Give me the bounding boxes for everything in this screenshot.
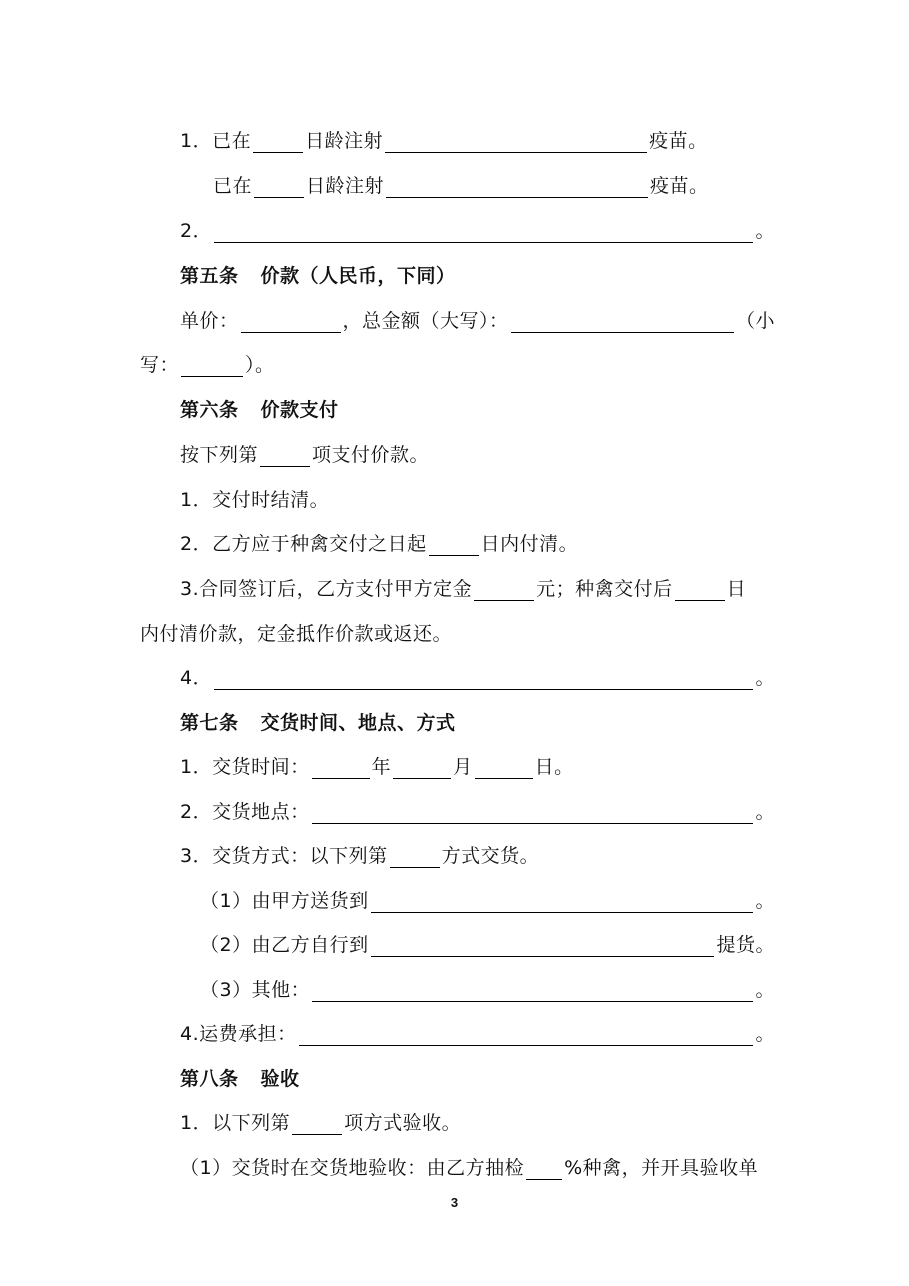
seller-delivery-address-blank[interactable] [371, 890, 754, 913]
payment-days-blank[interactable] [429, 533, 479, 556]
total-amount-uppercase-blank[interactable] [511, 310, 734, 333]
article-8-heading: 第八条 验收 [180, 1068, 300, 1090]
unit-price-blank[interactable] [241, 310, 341, 333]
vaccine-item-2: 2． 。 [180, 220, 775, 242]
vaccine-item-1: 1． 已在 日龄注射 疫苗。 [180, 130, 708, 152]
vaccine-name-blank[interactable] [385, 130, 647, 153]
balance-days-blank[interactable] [675, 578, 725, 601]
article-5-heading: 第五条 价款（人民币，下同） [180, 265, 456, 287]
page-number: 3 [450, 1195, 459, 1210]
payment-item-3-cont: 内付清价款，定金抵作价款或返还。 [140, 623, 453, 645]
freight-blank[interactable] [299, 1023, 754, 1046]
delivery-option-3: （3）其他： 。 [200, 979, 775, 1001]
vaccine-other-blank[interactable] [214, 220, 753, 243]
delivery-method: 3．交货方式：以下列第 方式交货。 [180, 845, 540, 867]
sampling-percent-blank[interactable] [526, 1157, 562, 1180]
article-6-heading: 第六条 价款支付 [180, 399, 339, 421]
payment-option-blank[interactable] [260, 444, 310, 467]
delivery-day-blank[interactable] [475, 756, 533, 779]
delivery-place: 2．交货地点： 。 [180, 801, 775, 823]
vaccine-item-1b: 已在 日龄注射 疫苗。 [213, 175, 709, 197]
buyer-pickup-place-blank[interactable] [371, 934, 715, 957]
deposit-amount-blank[interactable] [474, 578, 534, 601]
delivery-other-blank[interactable] [312, 979, 753, 1002]
delivery-time: 1．交货时间： 年 月 日。 [180, 756, 574, 778]
delivery-option-2: （2）由乙方自行到 提货。 [200, 934, 775, 956]
delivery-method-blank[interactable] [390, 845, 440, 868]
delivery-place-blank[interactable] [312, 801, 754, 824]
acceptance-item-1: 1．以下列第 项方式验收。 [180, 1112, 462, 1134]
payment-item-3: 3.合同签订后，乙方支付甲方定金 元；种禽交付后 日 [180, 578, 747, 600]
total-amount-lowercase-blank[interactable] [181, 354, 243, 377]
delivery-month-blank[interactable] [393, 756, 451, 779]
delivery-option-1: （1）由甲方送货到 。 [200, 890, 775, 912]
vaccine-name-blank[interactable] [386, 175, 648, 198]
delivery-year-blank[interactable] [312, 756, 370, 779]
article-7-heading: 第七条 交货时间、地点、方式 [180, 712, 456, 734]
payment-item-4: 4． 。 [180, 667, 775, 689]
payment-item-1: 1．交付时结清。 [180, 489, 330, 511]
payment-item-2: 2．乙方应于种禽交付之日起 日内付清。 [180, 533, 579, 555]
freight-line: 4.运费承担： 。 [180, 1023, 775, 1045]
acceptance-option-blank[interactable] [292, 1112, 342, 1135]
payment-intro: 按下列第 项支付价款。 [180, 444, 430, 466]
acceptance-sub-1: （1）交货时在交货地验收：由乙方抽检 %种禽，并开具验收单 [180, 1157, 759, 1179]
price-line: 单价： ，总金额（大写）： （小 [180, 310, 775, 332]
payment-other-blank[interactable] [214, 667, 753, 690]
price-line-cont: 写： ）。 [140, 354, 275, 376]
vaccine-age-blank[interactable] [253, 130, 303, 153]
vaccine-age-blank[interactable] [254, 175, 304, 198]
